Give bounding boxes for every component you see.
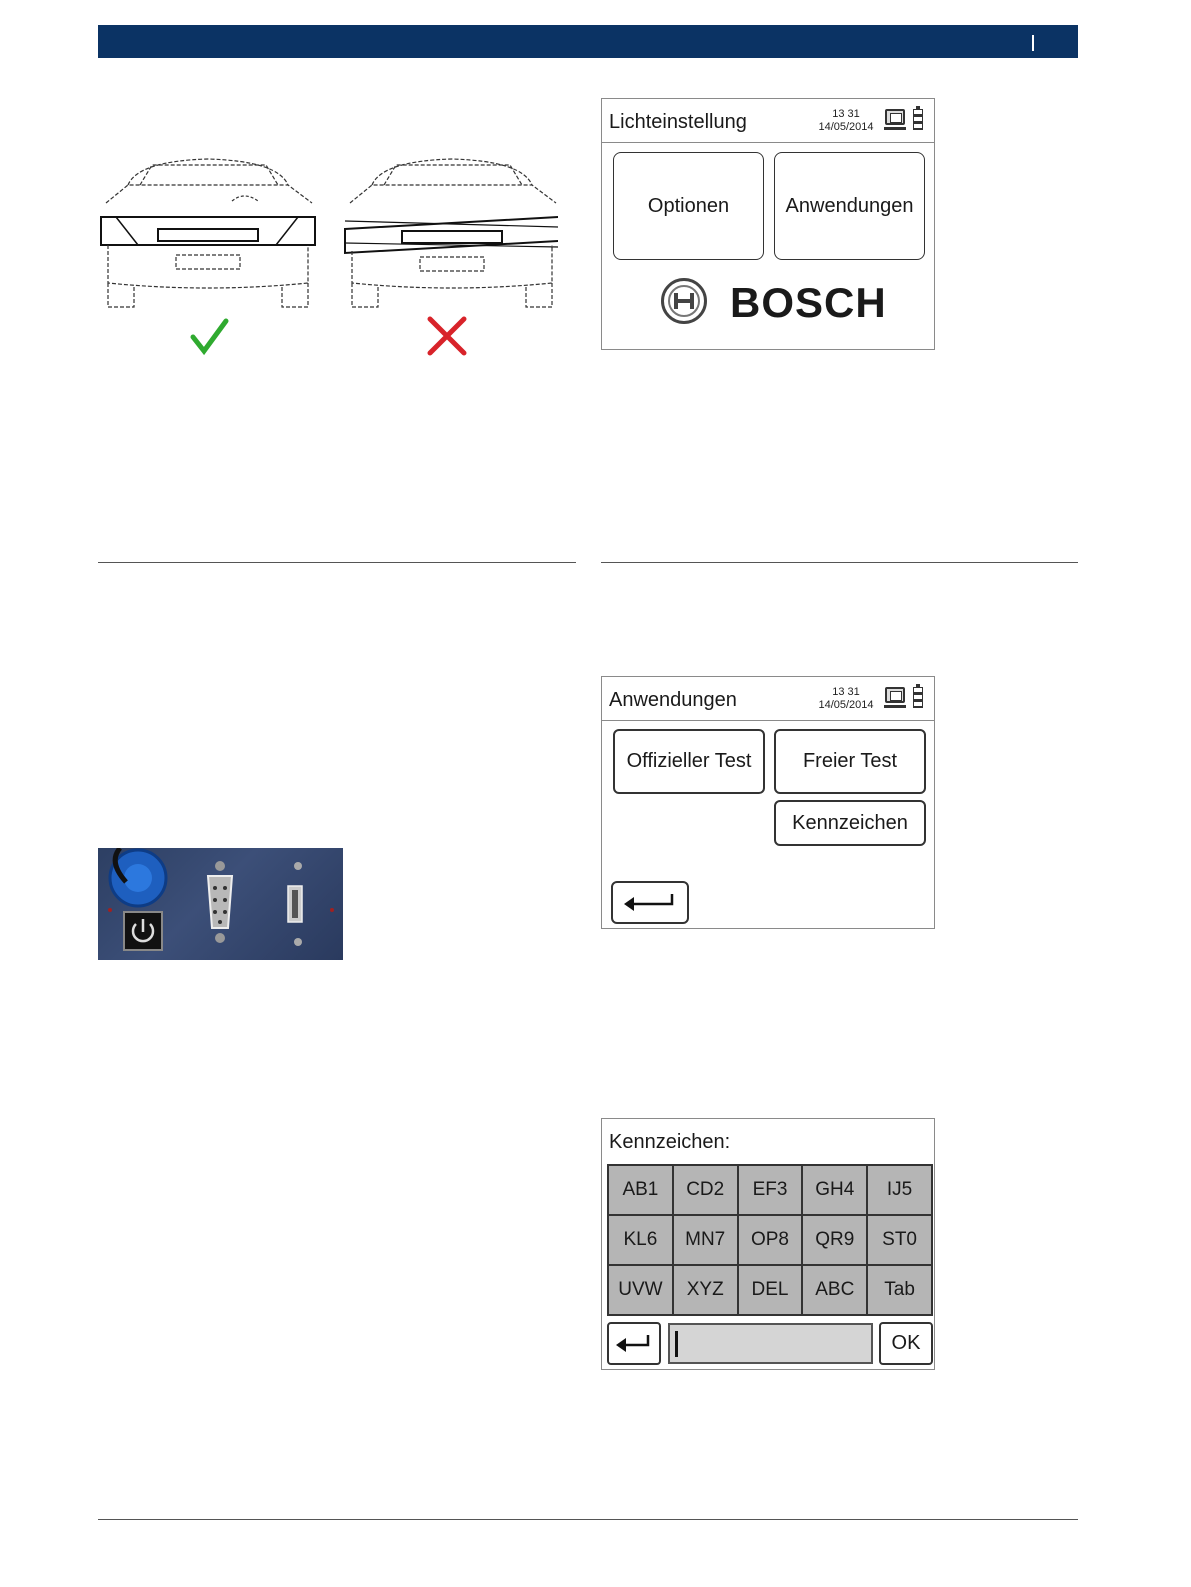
battery-icon [913,109,923,130]
key-st0[interactable]: ST0 [868,1216,931,1264]
offizieller-test-button[interactable] [613,729,765,794]
key-gh4[interactable]: GH4 [803,1166,866,1214]
ok-label: OK [891,1332,921,1354]
back-button[interactable] [611,881,689,924]
kennzeichen-button[interactable] [774,800,926,846]
header-separator [1032,35,1034,51]
section-divider-left [98,562,576,563]
key-ij5[interactable]: IJ5 [868,1166,931,1214]
kennzeichen-label: Kennzeichen [792,811,908,834]
freier-test-button[interactable] [774,729,926,794]
screen-kennzeichen [601,1118,935,1370]
key-tab[interactable]: Tab [868,1266,931,1314]
freier-test-label: Freier Test [802,750,898,772]
screen-title: Kennzeichen: [609,1131,731,1153]
clock [816,686,876,712]
key-ab1[interactable]: AB1 [609,1166,672,1214]
bosch-wordmark: BOSCH [730,279,887,326]
license-plate-input[interactable] [668,1323,873,1364]
key-xyz[interactable]: XYZ [674,1266,737,1314]
key-op8[interactable]: OP8 [739,1216,802,1264]
screen-title: Lichteinstellung [609,111,747,133]
screen-title: Anwendungen [609,689,737,711]
key-mn7[interactable]: MN7 [674,1216,737,1264]
cross-icon [430,319,464,353]
key-cd2[interactable]: CD2 [674,1166,737,1214]
optionen-button[interactable] [613,152,764,260]
screen-anwendungen [601,676,935,929]
clock-time: 13 31 [832,108,860,120]
screen-header [602,99,934,143]
ok-button[interactable] [879,1322,933,1365]
key-abc[interactable]: ABC [803,1266,866,1314]
pc-connection-icon [885,687,905,703]
key-uvw[interactable]: UVW [609,1266,672,1314]
key-del[interactable]: DEL [739,1266,802,1314]
text-cursor [675,1331,678,1357]
screen-header [602,1119,934,1162]
anwendungen-button[interactable] [774,152,925,260]
check-icon [193,321,226,351]
footer-line [98,1519,1078,1520]
bosch-logo-icon [661,278,707,324]
section-divider-right [601,562,1078,563]
header-bar [98,25,1078,58]
clock-date: 14/05/2014 [818,121,874,133]
optionen-label: Optionen [647,194,730,217]
on-screen-keyboard [607,1164,933,1316]
key-kl6[interactable]: KL6 [609,1216,672,1264]
connector-panel-photo [98,848,343,960]
car-correct [101,159,315,307]
car-wrong [345,159,558,307]
clock [816,108,876,134]
headlight-alignment-illustration [98,155,558,360]
key-ef3[interactable]: EF3 [739,1166,802,1214]
return-arrow-icon [622,892,678,914]
return-arrow-icon [614,1333,654,1355]
anwendungen-label: Anwendungen [785,194,914,217]
clock-date: 14/05/2014 [818,699,874,711]
pc-connection-icon [885,109,905,125]
clock-time: 13 31 [832,686,860,698]
screen-lichteinstellung [601,98,935,350]
back-button[interactable] [607,1322,661,1365]
offizieller-test-label: Offizieller Test [626,750,752,772]
key-qr9[interactable]: QR9 [803,1216,866,1264]
screen-header [602,677,934,721]
battery-icon [913,687,923,708]
